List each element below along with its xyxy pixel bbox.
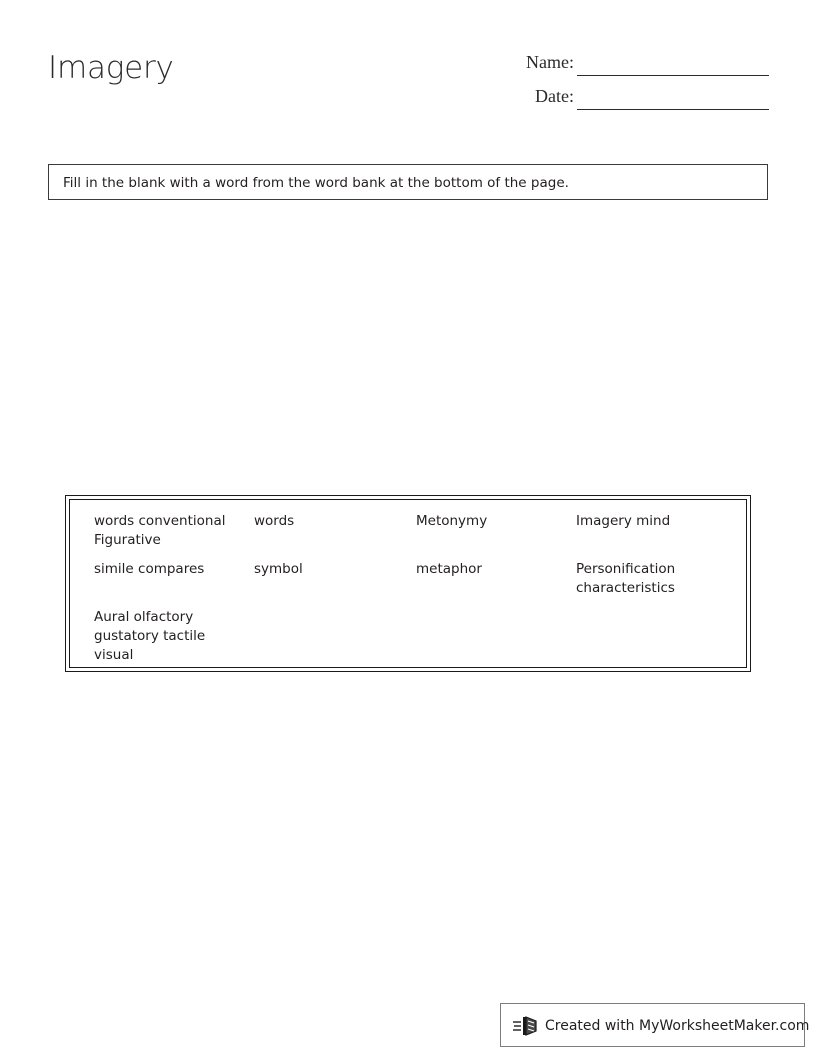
word-bank-grid: [70, 500, 746, 667]
word-bank-cell: Metonymy: [416, 513, 488, 529]
name-date-block: [500, 48, 770, 116]
instructions-box: [48, 164, 768, 200]
word-bank-cell: Aural olfactory gustatory tactile visual: [94, 609, 206, 663]
date-input-line[interactable]: [577, 109, 769, 110]
word-bank-cell: Personification characteristics: [576, 561, 676, 596]
date-field-row: [500, 82, 770, 116]
page-title: Imagery: [48, 50, 174, 86]
name-field-row: [500, 48, 770, 82]
word-bank-cell: Imagery mind: [576, 513, 671, 529]
word-bank-inner-frame: [69, 499, 747, 668]
worksheet-maker-pennant-icon: [513, 1014, 539, 1038]
answer-area[interactable]: [48, 212, 768, 488]
name-label: Name:: [526, 52, 574, 72]
word-bank-cell: words conventional Figurative: [94, 513, 226, 548]
footer-attribution-text: Created with MyWorksheetMaker.com: [545, 1018, 810, 1034]
instructions-text: Fill in the blank with a word from the word bank at the bottom of the page.: [63, 175, 569, 191]
word-bank-cell: metaphor: [416, 561, 482, 577]
word-bank-box: [65, 495, 751, 672]
footer-badge[interactable]: [500, 1003, 810, 1047]
word-bank-cell: symbol: [254, 561, 303, 577]
name-input-line[interactable]: [577, 75, 769, 76]
word-bank-cell: words: [254, 513, 295, 529]
date-label: Date:: [535, 86, 574, 106]
word-bank-cell: simile compares: [94, 561, 205, 577]
